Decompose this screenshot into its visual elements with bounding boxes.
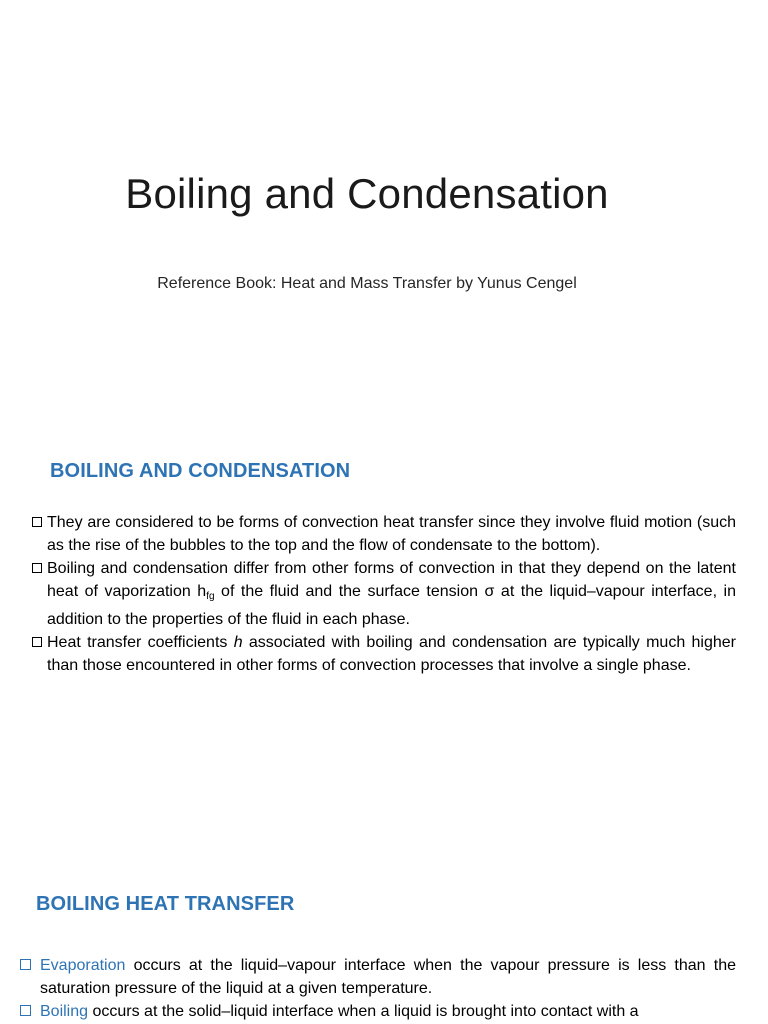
boiling-heat-transfer-slide <box>0 850 768 1024</box>
checkbox-square-icon <box>20 1005 31 1016</box>
reference-subtitle: Reference Book: Heat and Mass Transfer by Yunus Cengel <box>157 275 577 292</box>
title-slide <box>0 0 768 430</box>
bullet-text-part: Heat transfer coefficients <box>47 634 234 651</box>
list-item <box>18 1000 736 1023</box>
bullet-text <box>40 957 736 997</box>
bullet-text-part: occurs at the solid–liquid interface when a liquid is brought into contact with a <box>88 1003 639 1020</box>
checkbox-square-icon <box>20 959 31 970</box>
bullet-text-part: Boiling and condensation differ from other forms of convection in that they depend on the latent heat of vaporization h <box>47 560 736 600</box>
subscript: fg <box>206 591 215 602</box>
bullet-text-part: of the fluid and the surface tension σ at the liquid–vapour interface, in addition to the properties of the fluid in each phase. <box>47 583 736 628</box>
checkbox-square-icon <box>32 637 42 647</box>
italic-symbol: h <box>233 634 243 651</box>
list-item <box>31 511 736 557</box>
list-item <box>18 954 736 1000</box>
bullet-list <box>31 511 736 677</box>
bullet-text-part: associated with boiling and condensation are typically much higher than those encountered in other forms of convection processes that involve a single phase. <box>47 634 736 674</box>
bullet-text-part: occurs at the liquid–vapour interface when the vapour pressure is less than the saturation pressure of the liquid at a given temperature. <box>40 957 736 997</box>
list-item <box>31 631 736 677</box>
bullet-text <box>47 560 736 628</box>
highlighted-term: Evaporation <box>40 957 126 974</box>
boiling-condensation-slide <box>0 430 768 850</box>
bullet-text <box>47 634 736 674</box>
bullet-text <box>40 1003 639 1020</box>
section-heading: BOILING HEAT TRANSFER <box>36 893 295 915</box>
bullet-text: They are considered to be forms of convection heat transfer since they involve fluid motion (such as the rise of the bubbles to the top and the flow of condensate to the bottom). <box>47 514 736 554</box>
highlighted-term: Boiling <box>40 1003 89 1020</box>
checkbox-square-icon <box>32 517 42 527</box>
checkbox-square-icon <box>32 563 42 573</box>
section-heading: BOILING AND CONDENSATION <box>50 460 351 482</box>
page-title: Boiling and Condensation <box>125 170 609 217</box>
bullet-list <box>18 954 736 1023</box>
list-item <box>31 557 736 631</box>
